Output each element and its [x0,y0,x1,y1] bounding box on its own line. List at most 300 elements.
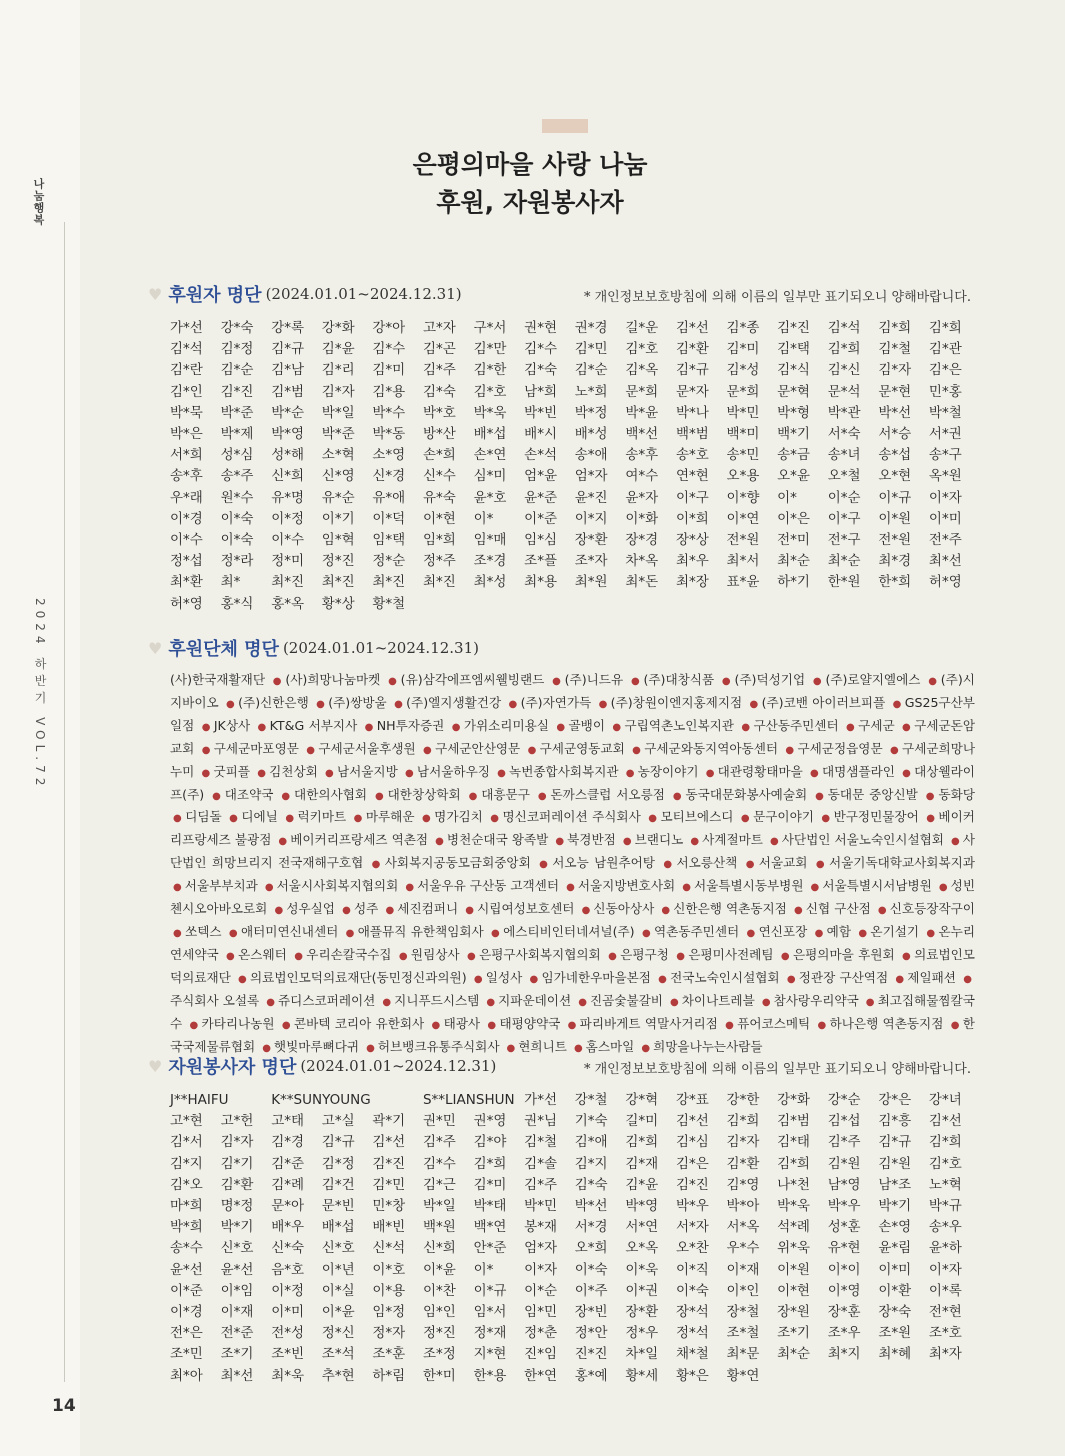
org-name: 온기설기 [870,923,920,939]
bullet-icon: ● [201,721,211,733]
volunteer-name: 조*철 [726,1325,760,1342]
donor-name: 최*환 [170,574,203,591]
donor-name: 신*영 [321,468,355,485]
volunteer-name: 임*민 [524,1304,557,1321]
volunteer-name: 노*혁 [928,1176,962,1193]
org-name: 굿피플 [213,763,250,779]
volunteer-name: 임*인 [422,1304,456,1321]
org-name: 은평미사전례팀 [688,946,774,962]
donor-name: 박*영 [271,426,305,443]
donor-name: 홍*식 [220,595,254,612]
org-name: 은평구청 [620,946,669,962]
bullet-icon: ● [342,905,351,917]
donor-name: 구*서 [473,320,507,336]
org-name: 구세군마포영문 [213,740,299,756]
donor-name: 박*제 [220,426,254,443]
org-name: 서오릉산책 [676,855,738,871]
donor-name: 이* [777,489,797,506]
volunteer-name: 김*섭 [827,1113,861,1130]
org-name: 북경반점 [567,832,616,848]
bullet-icon: ● [761,996,771,1008]
bullet-icon: ● [556,721,566,733]
org-name: (주)코밴 아이러브피플 [761,694,886,710]
donor-name: 김*자 [321,383,355,400]
bullet-icon: ● [226,698,236,710]
donor-name: 신*수 [422,468,456,485]
donor-name: 김*범 [271,383,305,400]
volunteer-name: 이*찬 [422,1282,456,1299]
volunteer-name: 황*세 [625,1367,659,1384]
orgs-title: 후원단체 명단 [168,639,279,660]
org-name: 하나은행 역촌동지점 [829,1015,944,1031]
donor-name: 윤*준 [524,489,557,506]
donor-name: 정*라 [220,553,254,570]
donor-name: 백*범 [675,426,709,443]
volunteer-name: 최*욱 [271,1367,305,1384]
bullet-icon: ● [815,859,826,871]
volunteer-name: 강*화 [777,1092,810,1108]
donor-name: 김*종 [726,320,760,336]
donor-name: 박*준 [220,404,254,421]
donor-name: 박*관 [827,404,861,421]
bullet-icon: ● [364,721,374,733]
volunteer-name: 이*년 [321,1261,355,1278]
org-name: 반구정민물장어 [833,809,919,825]
volunteer-name: 조*호 [928,1325,962,1342]
bullet-icon: ● [264,882,274,894]
volunteer-name: 박*기 [878,1198,912,1215]
org-name: 참사랑우리약국 [773,992,859,1008]
bullet-icon: ● [745,859,756,871]
org-name: 모티브에스디 [660,809,734,825]
bullet-icon: ● [741,721,751,733]
volunteer-name: 임*정 [372,1304,406,1321]
volunteer-name: 이*호 [372,1261,406,1278]
donor-name: 권*현 [524,320,557,336]
donor-name: 박*빈 [524,404,557,421]
donor-name: 전*원 [726,532,760,549]
volunteer-name: 박*아 [726,1198,760,1215]
donor-name: 손*연 [473,447,507,464]
title-line-2: 후원, 자원봉사자 [436,188,624,217]
donor-name: 박*순 [271,404,305,421]
donor-name: 김*호 [625,341,659,358]
volunteer-name: 남*영 [827,1176,861,1193]
donor-name: 정*진 [321,553,355,570]
donor-name: 송*민 [726,447,760,464]
org-name: (주)엘지생활건강 [406,694,502,710]
volunteer-name: 조*정 [422,1346,456,1363]
org-name: 구세군서울후생원 [318,740,416,756]
donor-name: 조*경 [473,553,507,570]
donor-name: 손*희 [422,447,456,464]
bullet-icon: ● [281,1019,291,1031]
volunteer-name: 윤*림 [878,1240,912,1257]
volunteer-name: 박*욱 [777,1198,810,1215]
volunteer-name: 김*호 [928,1155,962,1172]
bullet-icon: ● [435,836,444,848]
donor-name: 전*주 [928,532,962,549]
bullet-icon: ● [672,790,683,802]
volunteer-name: 남*조 [878,1176,912,1193]
donor-name: 김*숙 [524,362,557,379]
org-name: 디에닐 [241,809,278,825]
bullet-icon: ● [238,973,247,985]
bullet-icon: ● [725,1019,735,1031]
donor-name: 최*진 [422,574,456,591]
donor-name: 강*화 [321,320,355,336]
donor-name: 박*동 [372,426,406,443]
volunteer-name: 김*흥 [878,1113,912,1130]
volunteer-name: 이*준 [170,1282,203,1299]
org-name: 태평양약국 [499,1015,561,1031]
donor-name: 유*명 [271,489,305,506]
org-name: (사)한국재활재단 [170,672,265,687]
volunteer-name: 강*한 [726,1092,760,1108]
org-name: 정관장 구산역점 [798,969,889,985]
volunteer-name: 최*순 [777,1346,810,1363]
volunteer-name: 김*선 [675,1113,709,1130]
donor-name: 박*민 [726,404,760,421]
donor-name: 최*경 [878,553,912,570]
volunteer-name: 문*아 [271,1198,305,1215]
bullet-icon: ● [508,698,518,710]
donor-name: 전*미 [777,532,810,549]
donor-name: 이*순 [827,489,861,506]
bullet-icon: ● [257,721,267,733]
volunteer-name: 이*자 [928,1261,962,1278]
donor-name: 성*심 [220,447,254,464]
org-name: 럭키마트 [297,809,347,825]
volunteer-name: 김*희 [726,1113,760,1130]
volunteer-name: 김*태 [777,1134,810,1151]
donor-name: 박*형 [777,404,810,421]
donor-name: 김*희 [878,320,912,336]
donor-name: 김*남 [271,362,305,379]
org-name: 병천순대국 왕족발 [446,832,549,848]
volunteer-name: 조*민 [170,1346,203,1363]
bullet-icon: ● [388,676,398,687]
bullet-icon: ● [212,790,222,802]
volunteer-name: 백*원 [422,1219,456,1236]
volunteer-name: 한*미 [422,1367,456,1384]
donor-name: 송*섭 [878,447,912,464]
org-name: 최고집해물찜칼국수 [170,992,975,1031]
bullet-icon: ● [889,744,900,756]
org-name: (유)삼각에프엠씨웰빙랜드 [400,672,545,687]
donor-name: 장*경 [625,532,659,549]
bullet-icon: ● [670,996,679,1008]
donor-name: 문*혁 [777,383,810,400]
volunteer-name: 이* [473,1261,494,1278]
org-name: 베이커리프랑세즈 역촌점 [290,832,429,848]
bullet-icon: ● [963,973,972,985]
bullet-icon: ● [951,836,960,848]
volunteer-name: 김*환 [726,1155,760,1172]
volunteer-name: 전*준 [220,1325,254,1342]
donor-name: 박*정 [574,404,608,421]
org-name: 구립역촌노인복지관 [624,717,734,733]
volunteer-name: 서*경 [574,1219,608,1236]
donor-name: 김*호 [473,383,507,400]
org-name: 대명샘플라인 [821,763,895,779]
donor-name: 최*진 [321,574,355,591]
donor-name: 서*희 [170,447,203,464]
sidebar [0,0,80,1456]
volunteer-name: 박*민 [524,1198,557,1215]
donor-name: 김*관 [928,341,962,358]
bullet-icon: ● [486,996,496,1008]
heart-icon: ♥ [148,1056,163,1076]
volunteer-name: 박*우 [675,1198,709,1215]
volunteer-name: 김*지 [574,1155,608,1172]
org-name: 서오능 남원추어탕 [552,855,655,871]
bullet-icon: ● [676,950,686,962]
donor-name: 이*향 [726,489,760,506]
donor-name: 송*호 [675,447,709,464]
bullet-icon: ● [226,950,236,962]
donor-name: 박*철 [928,404,962,421]
org-name: 세진컴퍼니 [397,901,459,917]
bullet-icon: ● [663,859,674,871]
donor-name: 박*호 [422,404,456,421]
org-name: 명가김치 [434,809,483,825]
volunteer-name: 서*옥 [726,1219,760,1236]
volunteer-name: 박*선 [574,1198,608,1215]
volunteer-name: 이*욱 [625,1261,659,1278]
org-name: KT&G 서부지사 [269,717,358,733]
donor-name: 김*민 [574,341,608,358]
donor-name: 서*승 [878,426,912,443]
donor-name: 강*록 [271,320,305,336]
org-name: 한국국제물류협회 [170,1015,975,1054]
volunteer-name: 김*민 [372,1176,406,1193]
org-name: 김천상회 [269,763,318,779]
volunteer-name: 황*연 [726,1367,760,1384]
org-name: GS25구산부일점 [170,694,975,733]
volunteer-name: 정*춘 [524,1325,557,1342]
volunteers-title: 자원봉사자 명단 [168,1057,297,1078]
bullet-icon: ● [266,996,276,1008]
donor-name: 송*금 [777,447,810,464]
volunteer-name: 김*재 [625,1155,659,1172]
donor-name: 백*기 [777,426,810,443]
donor-name: 문*자 [675,383,709,400]
donor-name: 최*돈 [625,574,659,591]
volunteer-name [474,1090,525,1111]
volunteer-name: 김*윤 [625,1176,659,1193]
volunteer-name: 신*희 [422,1240,456,1257]
volunteers-period: (2024.01.01~2024.12.31) [300,1057,497,1075]
volunteer-name: K**SUNYOUNG [271,1092,371,1108]
donor-name: 송*녀 [827,447,861,464]
org-name: (주)니드유 [564,672,624,687]
donor-name: 최* [220,574,241,591]
volunteer-name: 김*주 [827,1134,861,1151]
bullet-icon: ● [262,1042,271,1054]
volunteer-name: 이*주 [574,1282,608,1299]
volunteer-name: 조*기 [777,1325,810,1342]
orgs-period: (2024.01.01~2024.12.31) [282,639,479,657]
bullet-icon: ● [581,905,591,917]
org-name: 허브뱅크유통주식회사 [377,1038,500,1054]
bullet-icon: ● [622,836,632,848]
org-name: 성빈첸시오아바오로회 [170,878,975,917]
donor-name: 오*철 [827,468,861,485]
org-name: 온스웨터 [238,946,287,962]
donor-name: 백*미 [726,426,760,443]
org-name: JK상사 [213,717,251,733]
volunteer-name: 성*훈 [827,1219,861,1236]
donor-name: 김*옥 [625,362,659,379]
bullet-icon: ● [625,767,635,779]
volunteer-name: 윤*하 [928,1240,962,1257]
donor-name: 이*자 [928,489,962,506]
bullet-icon: ● [632,744,642,756]
org-name: 역촌동주민센터 [654,923,740,939]
volunteer-name: 박*태 [473,1198,507,1215]
volunteer-name: 고*태 [271,1113,305,1130]
donor-name: 허*영 [170,595,203,612]
org-name: 대관령황태마을 [717,763,803,779]
donor-name: 김*미 [372,362,406,379]
sidebar-divider [64,222,65,1382]
volunteer-name: 김*자 [726,1134,760,1151]
bullet-icon: ● [201,744,211,756]
volunteer-name: 신*호 [220,1240,254,1257]
bullet-icon: ● [353,813,363,825]
volunteer-name: 최*자 [928,1346,962,1363]
volunteer-name: 이*록 [928,1282,962,1299]
bullet-icon: ● [555,836,565,848]
donor-name: 김*석 [827,320,861,336]
title-accent-bar [542,119,588,133]
bullet-icon: ● [810,767,819,779]
volunteer-name: 전*성 [271,1325,305,1342]
volunteer-name: 이*정 [271,1282,305,1299]
volunteer-name: 장*숙 [878,1304,912,1321]
volunteer-name: 박*규 [928,1198,962,1215]
volunteer-name: 곽*기 [372,1113,406,1130]
volunteer-name [221,1090,272,1111]
bullet-icon: ● [573,1042,583,1054]
volunteer-name: 이*직 [675,1261,709,1278]
volunteer-name: 최*아 [170,1367,203,1384]
donor-name: 송*애 [574,447,608,464]
org-name: 신협 구산점 [805,901,871,917]
bullet-icon: ● [281,790,292,802]
bullet-icon: ● [926,927,936,939]
volunteer-name: 조*훈 [372,1346,406,1363]
volunteer-name: 신*석 [372,1240,406,1257]
donor-name: 심*미 [473,468,507,485]
bullet-icon: ● [285,813,295,825]
donor-name: 이* [473,510,494,527]
org-name: 사계절마트 [702,832,763,848]
volunteer-name: 김*오 [170,1176,203,1193]
org-name: 남서울하우징 [416,763,490,779]
donor-name: 최*용 [524,574,557,591]
volunteer-name: 배*빈 [372,1219,406,1236]
donor-name: 박*윤 [625,404,659,421]
donor-name: 김*숙 [422,383,456,400]
bullet-icon: ● [950,1019,960,1031]
volunteer-name: 김*희 [625,1134,659,1151]
donor-name: 김*수 [372,341,406,358]
volunteer-name: 최*지 [827,1346,861,1363]
volunteer-name: 가*선 [524,1092,557,1108]
volunteer-name: 김*경 [271,1134,305,1151]
donor-name: 정*주 [422,553,456,570]
donor-name: 전*구 [827,532,861,549]
bullet-icon: ● [780,950,790,962]
volunteer-name: 김*은 [675,1155,709,1172]
volunteer-name: 이*원 [777,1261,810,1278]
org-name: 주식회사 오설록 [170,992,260,1008]
bullet-icon: ● [173,882,182,894]
volunteer-name: 김*기 [220,1155,254,1172]
bullet-icon: ● [769,836,779,848]
volunteer-name: 김*진 [372,1155,406,1172]
bullet-icon: ● [648,813,658,825]
donor-name: 정*미 [271,553,305,570]
volunteer-name: 장*철 [726,1304,760,1321]
volunteer-name: 신*숙 [271,1240,305,1257]
heart-icon: ♥ [148,284,163,304]
donor-name: 표*윤 [726,574,760,591]
org-name: (주)대창식품 [643,672,715,687]
donor-name: 김*리 [321,362,355,379]
donor-name: 박*나 [675,404,709,421]
volunteer-name: 김*근 [422,1176,456,1193]
bullet-icon: ● [786,973,796,985]
bullet-icon: ● [466,950,477,962]
volunteer-name: 전*은 [170,1325,203,1342]
donor-name: 이*은 [777,510,810,527]
org-name: NH투자증권 [376,717,445,733]
donor-name: 신*희 [271,468,305,485]
bullet-icon: ● [658,973,668,985]
donor-name: 김*규 [271,341,305,358]
donor-name: 이*준 [524,510,557,527]
donor-name: 김*환 [675,341,709,358]
org-name: (주)창원이엔지홍제지점 [610,694,743,710]
donor-name: 강*아 [372,320,406,336]
volunteers-heading [148,1053,496,1079]
donor-name: 최*순 [777,553,810,570]
org-name: 의료법인모덕의료재단 [170,946,975,985]
bullet-icon: ● [865,996,875,1008]
org-name: 은평구사회복지협의회 [479,946,601,962]
donor-name: 최*성 [473,574,507,591]
org-name-list [170,670,975,1059]
volunteer-name: 문*빈 [321,1198,355,1215]
bullet-icon: ● [925,790,936,802]
bullet-icon: ● [810,882,820,894]
bullet-icon: ● [690,836,700,848]
donor-name: 여*수 [625,468,659,485]
donor-name: 김*은 [928,362,962,379]
volunteer-name: 오*옥 [625,1240,659,1257]
donor-name: 고*자 [422,320,456,336]
bullet-icon: ● [740,813,751,825]
org-name: (주)신한은행 [238,694,309,710]
bullet-icon: ● [902,950,912,962]
volunteer-name: 하*림 [372,1367,406,1384]
donor-name: 황*상 [321,595,355,612]
bullet-icon: ● [895,973,905,985]
org-name: (사)희망나눔마켓 [285,672,381,687]
